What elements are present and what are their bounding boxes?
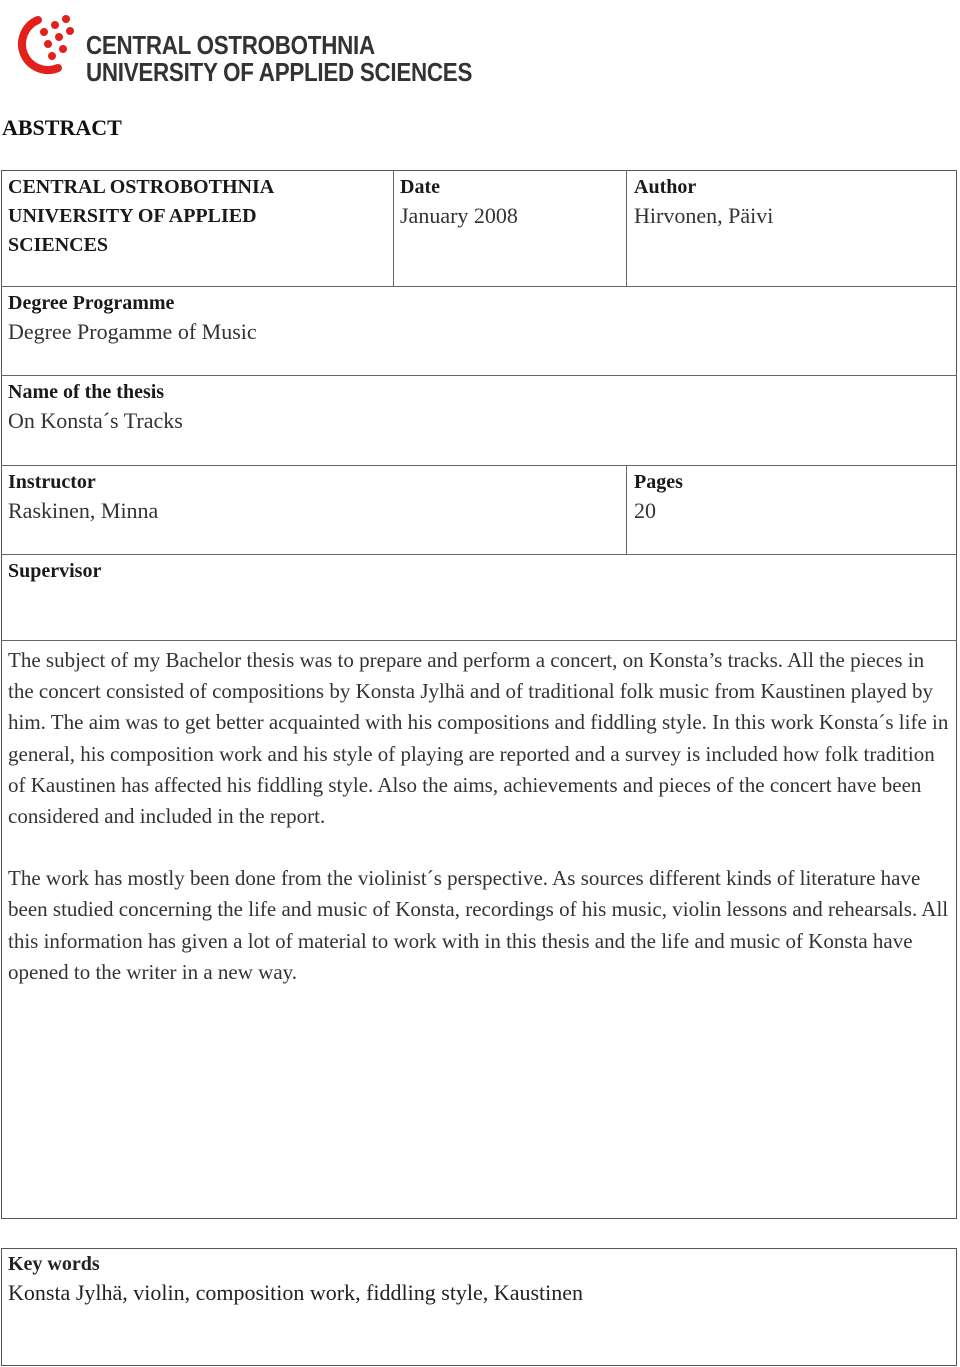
divider-row-1 <box>1 286 957 287</box>
abstract-text <box>8 645 953 1019</box>
degree-cell <box>8 289 908 347</box>
author-value: Hirvonen, Päivi <box>634 203 774 228</box>
pages-label: Pages <box>634 471 683 493</box>
institution-name <box>8 173 388 260</box>
abstract-paragraph-2: The work has mostly been done from the violinist´s perspective. As sources different kinds of literature have been studied concerning the life and music of Konsta, recordings of his music, violin lessons and rehearsals. All this information has given a lot of material to work with in this thesis and the life and music of Konsta have opened to the writer in a new way. <box>8 866 949 984</box>
author-cell <box>634 173 944 231</box>
divider-vertical-pages <box>626 465 627 554</box>
university-logo <box>8 12 473 87</box>
institution-line-2: UNIVERSITY OF APPLIED <box>8 205 257 227</box>
thesis-label: Name of the thesis <box>8 381 165 403</box>
institution-line-3: SCIENCES <box>8 234 109 256</box>
page-title: ABSTRACT <box>2 115 122 140</box>
keywords-value: Konsta Jylhä, violin, composition work, fiddling style, Kaustinen <box>8 1280 584 1305</box>
instructor-cell <box>8 468 608 526</box>
divider-row-5 <box>1 640 957 641</box>
divider-row-3 <box>1 465 957 466</box>
university-logo-icon <box>8 12 78 82</box>
logo-wordmark <box>86 32 472 86</box>
degree-label: Degree Programme <box>8 292 175 314</box>
abstract-paragraph-1: The subject of my Bachelor thesis was to prepare and perform a concert, on Konsta’s tracks. All the pieces in the concert consisted of compositions by Konsta Jylhä and of traditional folk music from Kaustinen played by him. The aim was to get better acquainted with his compositions and fiddling style. In this work Konsta´s life in general, his composition work and his style of playing are reported and a survey is included how folk tradition of Kaustinen has affected his fiddling style. Also the aims, achievements and pieces of the concert have been considered and included in the report. <box>8 648 949 829</box>
divider-row-2 <box>1 375 957 376</box>
logo-line-1: CENTRAL OSTROBOTHNIA <box>86 30 375 60</box>
keywords-label: Key words <box>8 1253 100 1275</box>
keywords-cell <box>8 1250 938 1308</box>
supervisor-label: Supervisor <box>8 560 102 582</box>
author-label: Author <box>634 176 697 198</box>
logo-line-2: UNIVERSITY OF APPLIED SCIENCES <box>86 57 473 87</box>
divider-vertical-date <box>393 170 394 287</box>
pages-cell <box>634 468 934 526</box>
instructor-value: Raskinen, Minna <box>8 498 159 523</box>
degree-value: Degree Progamme of Music <box>8 319 257 344</box>
institution-line-1: CENTRAL OSTROBOTHNIA <box>8 176 275 198</box>
instructor-label: Instructor <box>8 471 96 493</box>
date-cell <box>400 173 620 231</box>
divider-row-4 <box>1 554 957 555</box>
date-value: January 2008 <box>400 203 518 228</box>
thesis-value: On Konsta´s Tracks <box>8 408 183 433</box>
supervisor-cell <box>8 557 908 585</box>
date-label: Date <box>400 176 440 198</box>
pages-value: 20 <box>634 498 656 523</box>
divider-vertical-author <box>626 170 627 287</box>
thesis-cell <box>8 378 908 436</box>
